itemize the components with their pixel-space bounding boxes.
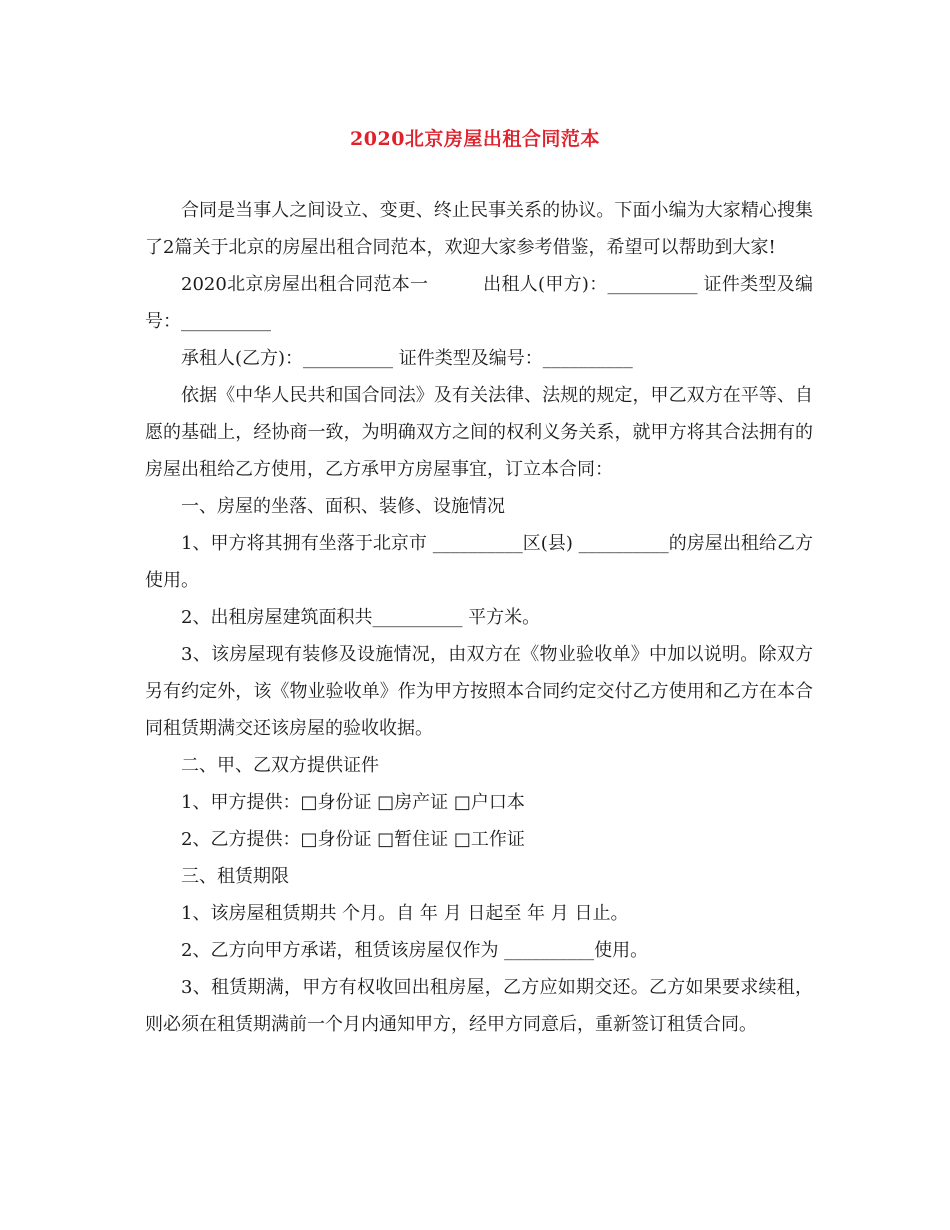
clause-1-3: 3、该房屋现有装修及设施情况，由双方在《物业验收单》中加以说明。除双方另有约定外，该《物业验收单》作为甲方按照本合同约定交付乙方使用和乙方在本合同租赁期满交还该房屋的验收收据。 <box>145 644 813 739</box>
section-heading-3: 三、租赁期限 <box>181 866 289 887</box>
paragraph-intro: 合同是当事人之间设立、变更、终止民事关系的协议。下面小编为大家精心搜集了2篇关于北京的房屋出租合同范本，欢迎大家参考借鉴，希望可以帮助到大家! <box>145 200 813 258</box>
paragraph-basis: 依据《中华人民共和国合同法》及有关法律、法规的规定，甲乙双方在平等、自愿的基础上，经协商一致，为明确双方之间的权利义务关系，就甲方将其合法拥有的房屋出租给乙方使用，乙方承甲方房屋事宜，订立本合同： <box>145 385 813 480</box>
document-body <box>145 192 813 1043</box>
section-heading-1: 一、房屋的坐落、面积、装修、设施情况 <box>181 496 505 517</box>
document-title: 2020北京房屋出租合同范本 <box>350 128 600 150</box>
paragraph-lessor: 2020北京房屋出租合同范本一 出租人(甲方)：__________ 证件类型及编号：__________ <box>145 274 813 332</box>
clause-2-2: 2、乙方提供：□身份证 □暂住证 □工作证 <box>181 829 525 850</box>
clause-3-1: 1、该房屋租赁期共 个月。自 年 月 日起至 年 月 日止。 <box>181 903 629 924</box>
paragraph-lessee: 承租人(乙方)：__________ 证件类型及编号：__________ <box>181 348 633 369</box>
clause-1-2: 2、出租房屋建筑面积共__________ 平方米。 <box>181 607 541 628</box>
clause-3-2: 2、乙方向甲方承诺，租赁该房屋仅作为 __________使用。 <box>181 940 649 961</box>
section-heading-2: 二、甲、乙双方提供证件 <box>181 755 379 776</box>
clause-2-1: 1、甲方提供：□身份证 □房产证 □户口本 <box>181 792 525 813</box>
clause-3-3: 3、租赁期满，甲方有权收回出租房屋，乙方应如期交还。乙方如果要求续租，则必须在租赁期满前一个月内通知甲方，经甲方同意后，重新签订租赁合同。 <box>145 977 813 1035</box>
clause-1-1: 1、甲方将其拥有坐落于北京市 __________区(县) __________的房屋出租给乙方使用。 <box>145 533 813 591</box>
